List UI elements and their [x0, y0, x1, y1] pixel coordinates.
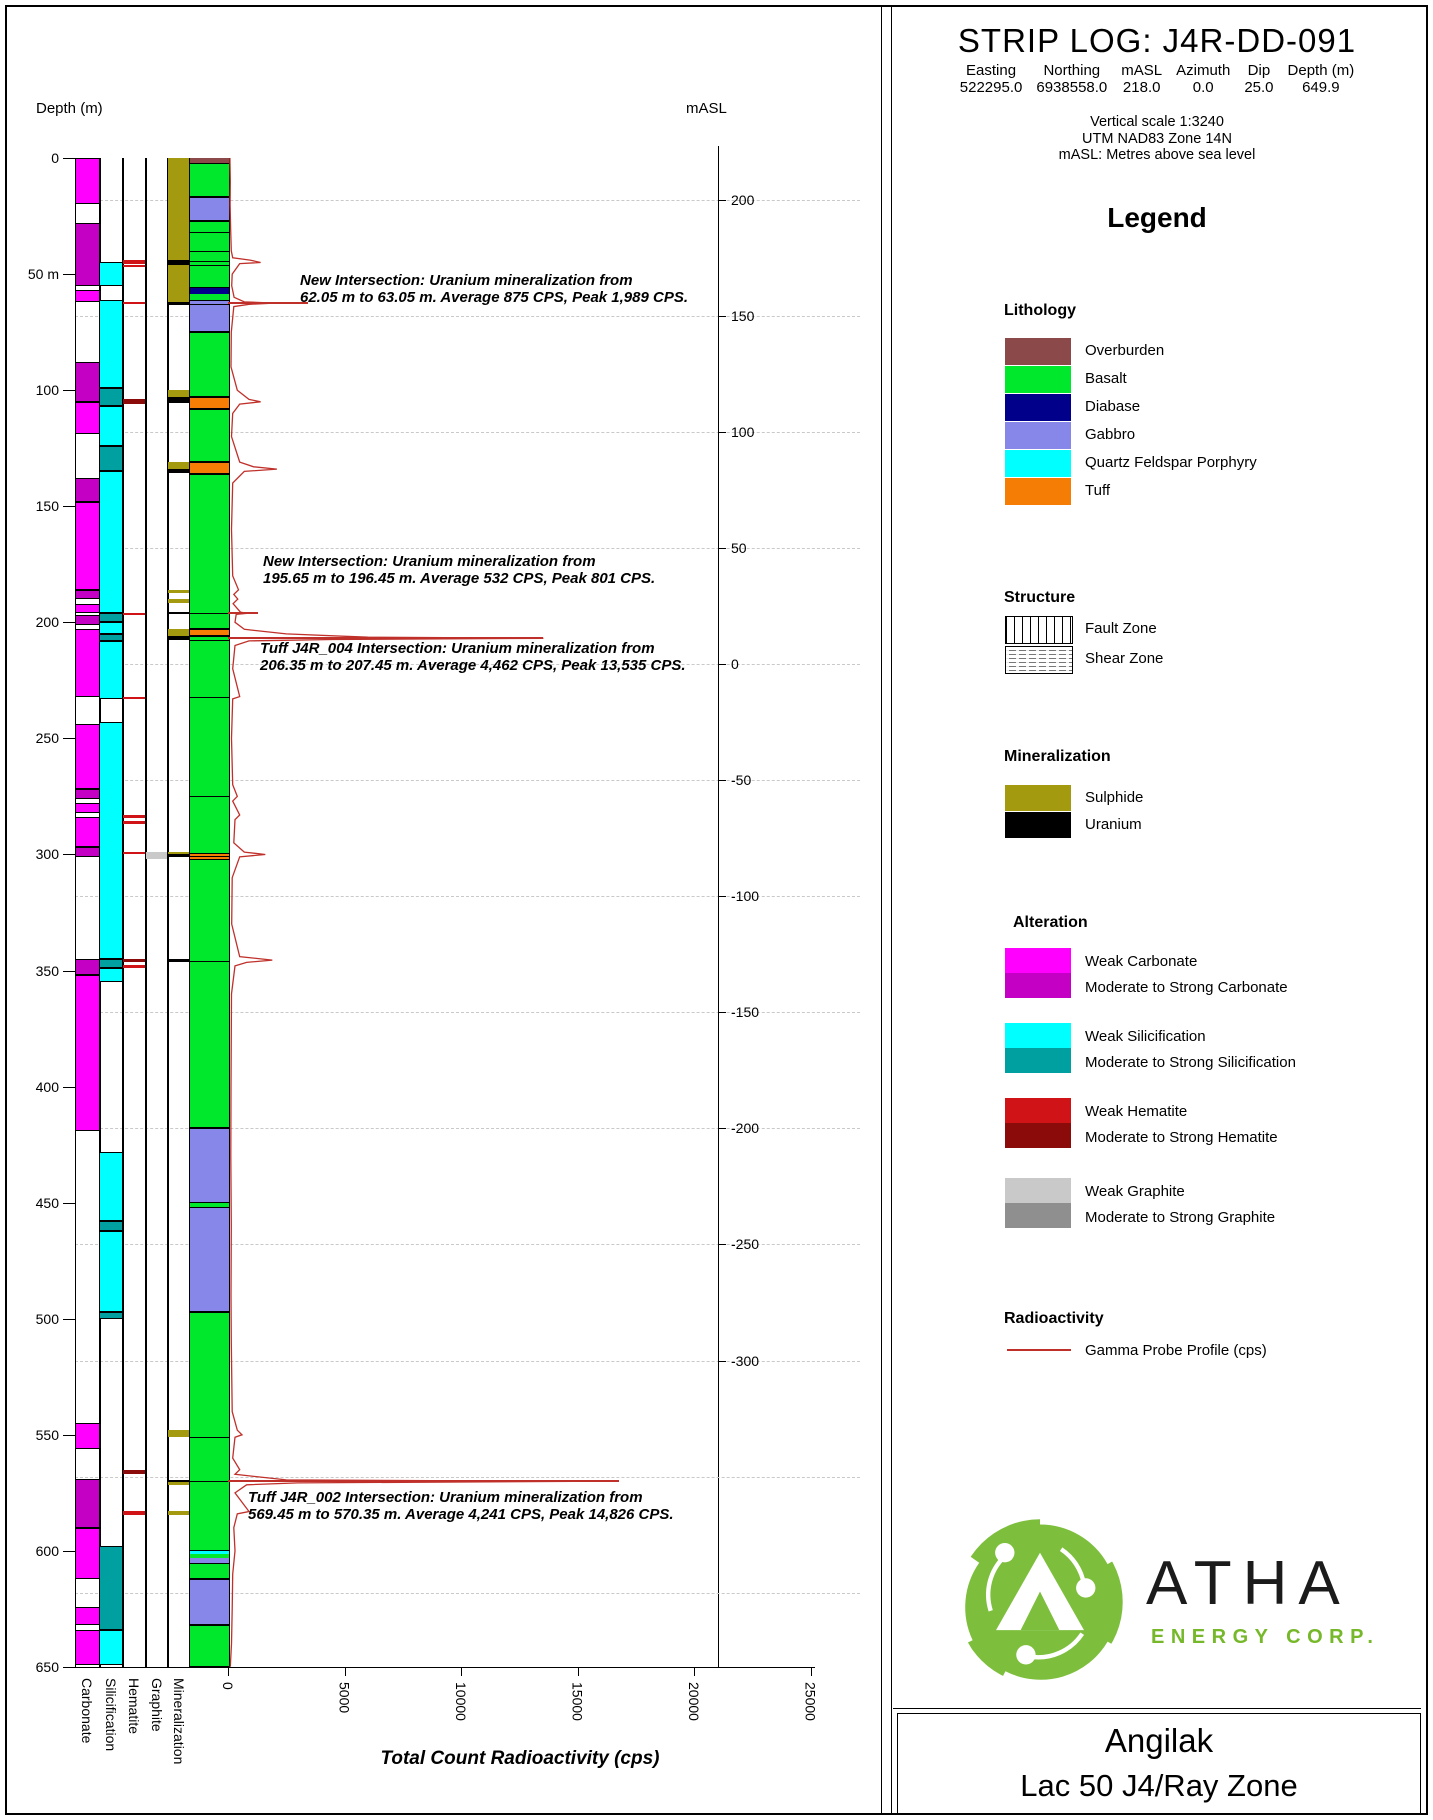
- depth-tick: [63, 1087, 75, 1088]
- carbonate-interval-carb_s: [76, 847, 100, 856]
- collar-field-northing: [1036, 62, 1107, 96]
- annotation-line1: New Intersection: Uranium mineralization from: [300, 272, 633, 289]
- carbonate-interval-carb_w: [76, 817, 100, 847]
- depth-tick: [63, 390, 75, 391]
- legend-label-strong: Moderate to Strong Carbonate: [1085, 979, 1288, 996]
- lithology-contact-line: [190, 232, 229, 233]
- column-mineralization: [167, 158, 191, 1667]
- carbonate-interval-carb_w: [76, 724, 100, 789]
- legend-swatch-weak: [1005, 1098, 1071, 1123]
- intersection-annotation-1: [300, 272, 688, 306]
- depth-tick-label: 400: [35, 1078, 59, 1095]
- column-label: Hematite: [126, 1678, 142, 1735]
- mineralization-interval-sulphide: [168, 1482, 190, 1484]
- carbonate-interval-carb_s: [76, 959, 100, 975]
- hematite-interval-hem_w: [123, 1511, 146, 1514]
- legend-label-weak: Weak Silicification: [1085, 1028, 1206, 1045]
- lithology-contact-line: [190, 1437, 229, 1438]
- legend-label-lithology: Gabbro: [1085, 426, 1136, 443]
- legend-label-lithology: Diabase: [1085, 398, 1141, 415]
- collar-field-depthm: [1288, 62, 1355, 96]
- silicification-interval-sil_s: [100, 388, 123, 407]
- collar-field-value: 649.9: [1302, 79, 1340, 96]
- legend-swatch-diabase: [1005, 394, 1071, 421]
- lithology-interval-basalt: [190, 163, 229, 198]
- scale-note-line: Vertical scale 1:3240: [1090, 114, 1224, 130]
- mineralization-interval-sulphide: [168, 629, 190, 636]
- depth-tick: [63, 1667, 75, 1668]
- cps-tick-label: 10000: [453, 1682, 469, 1721]
- legend-section-lithology: Lithology: [1004, 302, 1076, 319]
- lithology-contact-line: [190, 261, 229, 262]
- carbonate-interval-carb_w: [76, 604, 100, 613]
- column-label: Silicification: [103, 1678, 119, 1752]
- carbonate-interval-carb_s: [76, 590, 100, 599]
- legend-swatch-shear-zone: [1005, 646, 1073, 674]
- legend-section-radioactivity: Radioactivity: [1004, 1310, 1104, 1327]
- cps-tick: [228, 1668, 229, 1676]
- cps-tick: [461, 1668, 462, 1676]
- legend-swatch-sulphide: [1005, 785, 1071, 811]
- mineralization-interval-sulphide: [168, 1511, 190, 1514]
- collar-field-value: 25.0: [1244, 79, 1274, 96]
- collar-field-label: Dip: [1247, 62, 1271, 79]
- lithology-contact-line: [190, 697, 229, 698]
- atha-logo-text: ATHA: [1146, 1549, 1351, 1618]
- intersection-annotation-3: [260, 640, 686, 674]
- silicification-interval-sil_w: [100, 968, 123, 982]
- annotation-line2: 195.65 m to 196.45 m. Average 532 CPS, Peak 801 CPS.: [263, 570, 656, 587]
- masl-tick-label: -200: [731, 1120, 760, 1137]
- collar-field-label: Depth (m): [1287, 62, 1355, 79]
- cps-tick: [345, 1668, 346, 1676]
- legend-label-weak: Weak Carbonate: [1085, 953, 1198, 970]
- graphite-interval-gra_w: [146, 852, 168, 859]
- depth-tick-label: 200: [35, 614, 59, 631]
- hematite-interval-hem_w: [123, 852, 146, 854]
- masl-tick-label: -250: [731, 1236, 760, 1253]
- annotation-line2: 206.35 m to 207.45 m. Average 4,462 CPS, Peak 13,535 CPS.: [260, 657, 686, 674]
- intersection-annotation-2: [263, 553, 655, 587]
- depth-tick: [63, 158, 75, 159]
- lithology-interval-basalt: [190, 1625, 229, 1667]
- lithology-contact-line: [190, 304, 229, 305]
- lithology-contact-line: [190, 640, 229, 641]
- silicification-interval-sil_w: [100, 406, 123, 445]
- annotation-line2: 569.45 m to 570.35 m. Average 4,241 CPS, Peak 14,826 CPS.: [248, 1506, 674, 1523]
- depth-tick: [63, 1435, 75, 1436]
- masl-tick-label: 200: [731, 191, 755, 208]
- collar-field-label: Azimuth: [1176, 62, 1231, 79]
- lithology-contact-line: [190, 613, 229, 614]
- silicification-interval-sil_s: [100, 634, 123, 641]
- cps-tick-label: 0: [220, 1682, 236, 1690]
- page-title: STRIP LOG: J4R-DD-091: [957, 22, 1357, 59]
- lithology-contact-line: [190, 961, 229, 962]
- collar-field-value: 0.0: [1192, 79, 1214, 96]
- depth-tick: [63, 971, 75, 972]
- collar-field-value: 522295.0: [959, 79, 1023, 96]
- carbonate-interval-carb_w: [76, 629, 100, 696]
- carbonate-interval-carb_w: [76, 1423, 100, 1449]
- carbonate-interval-carb_w: [76, 803, 100, 812]
- depth-tick-label: 550: [35, 1426, 59, 1443]
- carbonate-interval-carb_w: [76, 1630, 100, 1665]
- column-lithology: [189, 158, 230, 1667]
- depth-tick: [63, 738, 75, 739]
- legend-swatch-weak: [1005, 1178, 1071, 1203]
- panel-divider-line: [881, 7, 882, 1813]
- column-carbonate: [75, 158, 101, 1667]
- masl-tick-label: -50: [731, 772, 752, 789]
- legend-swatch-uranium: [1005, 812, 1071, 838]
- cps-tick-label: 15000: [569, 1682, 586, 1721]
- hematite-interval-hem_w: [123, 265, 146, 267]
- legend-label-mineralization: Uranium: [1085, 816, 1142, 833]
- gamma-profile-legend-label: Gamma Probe Profile (cps): [1085, 1342, 1267, 1359]
- column-label: Mineralization: [171, 1678, 187, 1765]
- legend-label-lithology: Basalt: [1085, 370, 1127, 387]
- panel-divider-line-2: [891, 7, 892, 1813]
- depth-tick: [63, 1203, 75, 1204]
- panel-footer-divider: [893, 1708, 1421, 1709]
- legend-label-strong: Moderate to Strong Hematite: [1085, 1129, 1278, 1146]
- lithology-interval-tuff: [190, 629, 229, 636]
- lithology-contact-line: [190, 1481, 229, 1482]
- hematite-interval-hem_s: [123, 959, 146, 962]
- carbonate-interval-carb_w: [76, 158, 100, 204]
- carbonate-interval-carb_s: [76, 478, 100, 501]
- collar-field-masl: [1121, 62, 1162, 96]
- legend-swatch-strong: [1005, 1203, 1071, 1228]
- mineralization-interval-uranium: [168, 469, 190, 472]
- depth-tick-label: 150: [35, 498, 59, 515]
- mineralization-interval-sulphide: [168, 390, 190, 397]
- mineralization-interval-sulphide: [168, 462, 190, 469]
- legend-label-structure: Fault Zone: [1085, 620, 1157, 637]
- legend-section-alteration: Alteration: [1013, 914, 1088, 931]
- cps-tick-label: 5000: [336, 1682, 353, 1714]
- hematite-interval-hem_w: [123, 815, 146, 818]
- legend-swatch-basalt: [1005, 366, 1071, 393]
- hematite-interval-hem_w: [123, 697, 146, 699]
- silicification-interval-sil_s: [100, 959, 123, 968]
- depth-tick: [63, 274, 75, 275]
- silicification-interval-sil_s: [100, 613, 123, 622]
- lithology-interval-basalt: [190, 409, 229, 462]
- lithology-contact-line: [190, 856, 229, 857]
- collar-field-value: 6938558.0: [1036, 79, 1108, 96]
- hematite-interval-hem_s: [123, 399, 146, 404]
- column-label: Graphite: [149, 1678, 165, 1732]
- legend-label-weak: Weak Hematite: [1085, 1103, 1188, 1120]
- legend-label-lithology: Tuff: [1085, 482, 1111, 499]
- silicification-interval-sil_w: [100, 722, 123, 959]
- mineralization-interval-sulphide: [168, 590, 190, 593]
- column-graphite: [145, 158, 169, 1667]
- legend-label-lithology: Quartz Feldspar Porphyry: [1085, 454, 1257, 471]
- lithology-interval-basalt: [190, 221, 229, 288]
- silicification-interval-sil_w: [100, 622, 123, 634]
- column-silicification: [99, 158, 124, 1667]
- cps-tick: [578, 1668, 579, 1676]
- mineralization-interval-uranium: [168, 397, 190, 403]
- carbonate-interval-carb_s: [76, 789, 100, 798]
- silicification-interval-sil_s: [100, 446, 123, 472]
- gamma-profile-legend-line: [1007, 1349, 1071, 1351]
- collar-field-label: mASL: [1121, 62, 1163, 79]
- annotation-line1: Tuff J4R_002 Intersection: Uranium mineralization from: [248, 1489, 643, 1506]
- legend-title: Legend: [1107, 202, 1207, 233]
- depth-tick-label: 350: [35, 962, 59, 979]
- lithology-interval-basalt: [190, 1563, 229, 1579]
- legend-swatch-gabbro: [1005, 422, 1071, 449]
- legend-swatch-strong: [1005, 973, 1071, 998]
- collar-field-value: 218.0: [1122, 79, 1161, 96]
- cps-tick: [694, 1668, 695, 1676]
- masl-tick-label: -300: [731, 1352, 760, 1369]
- lithology-interval-gabbro: [190, 1128, 229, 1202]
- lithology-interval-basalt: [190, 636, 229, 854]
- intersection-annotation-4: [248, 1489, 674, 1523]
- lithology-interval-basalt: [190, 474, 229, 630]
- annotation-line2: 62.05 m to 63.05 m. Average 875 CPS, Peak 1,989 CPS.: [300, 289, 689, 306]
- depth-tick: [63, 506, 75, 507]
- hematite-interval-hem_w: [123, 613, 146, 615]
- carbonate-interval-carb_w: [76, 402, 100, 435]
- legend-swatch-weak: [1005, 1023, 1071, 1048]
- legend-swatch-quartz-feldspar-porphyry: [1005, 450, 1071, 477]
- masl-tick-label: 100: [731, 423, 755, 440]
- depth-axis-title: Depth (m): [36, 100, 103, 117]
- collar-field-label: Northing: [1043, 62, 1101, 79]
- collar-info-table: [893, 62, 1421, 96]
- collar-field-azimuth: [1176, 62, 1230, 96]
- collar-field-easting: [960, 62, 1023, 96]
- project-name: Angilak: [1104, 1722, 1214, 1759]
- cps-tick-label: 25000: [802, 1682, 819, 1721]
- lithology-interval-basalt: [190, 332, 229, 397]
- silicification-interval-sil_w: [100, 300, 123, 388]
- carbonate-interval-carb_w: [76, 1528, 100, 1579]
- mineralization-interval-sulphide: [168, 599, 190, 602]
- legend-label-mineralization: Sulphide: [1085, 789, 1144, 806]
- mineralization-interval-sulphide: [168, 158, 190, 302]
- silicification-interval-sil_s: [100, 1546, 123, 1630]
- hematite-interval-hem_w: [123, 965, 146, 968]
- hematite-interval-hem_s: [123, 1470, 146, 1475]
- depth-tick-label: 250: [35, 730, 59, 747]
- silicification-interval-sil_s: [100, 1312, 123, 1319]
- lithology-interval-gabbro: [190, 1579, 229, 1625]
- atha-logo-icon: [952, 1514, 1128, 1690]
- carbonate-interval-carb_w: [76, 975, 100, 1131]
- legend-label-strong: Moderate to Strong Silicification: [1085, 1054, 1296, 1071]
- depth-tick: [63, 622, 75, 623]
- title-block: [897, 1713, 1421, 1814]
- lithology-interval-tuff: [190, 397, 229, 409]
- lithology-contact-line: [190, 796, 229, 797]
- carbonate-interval-carb_s: [76, 362, 100, 401]
- silicification-interval-sil_w: [100, 1630, 123, 1665]
- silicification-interval-sil_w: [100, 471, 123, 613]
- depth-tick-label: 300: [35, 846, 59, 863]
- carbonate-interval-carb_w: [76, 1607, 100, 1626]
- legend-swatch-weak: [1005, 948, 1071, 973]
- silicification-interval-sil_w: [100, 641, 123, 699]
- annotation-line1: Tuff J4R_004 Intersection: Uranium mineralization from: [260, 640, 655, 657]
- mineralization-interval-uranium: [168, 260, 190, 265]
- legend-label-strong: Moderate to Strong Graphite: [1085, 1209, 1276, 1226]
- scale-note-line: UTM NAD83 Zone 14N: [1082, 130, 1232, 147]
- legend-swatch-overburden: [1005, 338, 1071, 365]
- collar-field-label: Easting: [966, 62, 1017, 79]
- legend-section-structure: Structure: [1004, 589, 1076, 606]
- carbonate-interval-carb_w: [76, 290, 100, 302]
- zone-name: Lac 50 J4/Ray Zone: [1020, 1768, 1298, 1803]
- legend-swatch-fault-zone: [1005, 616, 1073, 644]
- masl-tick-label: 150: [731, 307, 755, 324]
- carbonate-interval-carb_w: [76, 502, 100, 590]
- lithology-contact-line: [190, 265, 229, 266]
- column-hematite: [122, 158, 147, 1667]
- cps-axis-title: Total Count Radioactivity (cps): [380, 1748, 660, 1769]
- depth-tick: [63, 1319, 75, 1320]
- hematite-interval-hem_w: [123, 821, 146, 824]
- lithology-interval-tuff: [190, 462, 229, 474]
- masl-axis-title: mASL: [686, 100, 727, 117]
- legend-swatch-strong: [1005, 1123, 1071, 1148]
- hematite-interval-hem_w: [123, 302, 146, 304]
- legend-label-structure: Shear Zone: [1085, 650, 1164, 667]
- gamma-probe-profile-line: [228, 158, 828, 1668]
- annotation-line1: New Intersection: Uranium mineralization from: [263, 553, 596, 570]
- depth-tick-label: 50 m: [27, 266, 59, 283]
- depth-tick-label: 0: [51, 150, 59, 166]
- lithology-interval-gabbro: [190, 1207, 229, 1311]
- depth-tick: [63, 1551, 75, 1552]
- masl-tick-label: -150: [731, 1004, 760, 1021]
- legend-label-lithology: Overburden: [1085, 342, 1165, 359]
- masl-tick-label: -100: [731, 888, 760, 905]
- mineralization-interval-sulphide: [168, 1430, 190, 1437]
- legend-section-mineralization: Mineralization: [1004, 748, 1111, 765]
- silicification-interval-sil_s: [100, 1221, 123, 1230]
- legend-swatch-strong: [1005, 1048, 1071, 1073]
- depth-tick-label: 500: [35, 1310, 59, 1327]
- mineralization-interval-uranium: [168, 854, 190, 857]
- carbonate-interval-carb_s: [76, 615, 100, 624]
- depth-tick: [63, 854, 75, 855]
- hematite-interval-hem_w: [123, 260, 146, 263]
- lithology-interval-gabbro: [190, 197, 229, 220]
- lithology-interval-basalt: [190, 859, 229, 1128]
- depth-tick-label: 450: [35, 1194, 59, 1211]
- column-label: Carbonate: [79, 1678, 95, 1744]
- silicification-interval-sil_w: [100, 1231, 123, 1312]
- cps-tick: [811, 1668, 812, 1676]
- silicification-interval-sil_w: [100, 262, 123, 285]
- masl-tick-label: 50: [731, 540, 747, 557]
- masl-tick-label: 0: [731, 656, 739, 673]
- scale-note-line: mASL: Metres above sea level: [1058, 147, 1256, 163]
- depth-tick-label: 100: [35, 382, 59, 399]
- cps-tick-label: 20000: [686, 1682, 702, 1721]
- mineralization-interval-uranium: [168, 636, 190, 640]
- mineralization-interval-uranium: [168, 302, 190, 305]
- legend-label-weak: Weak Graphite: [1085, 1183, 1185, 1200]
- legend-swatch-tuff: [1005, 478, 1071, 505]
- depth-tick-label: 650: [35, 1659, 59, 1675]
- scale-notes: [893, 114, 1421, 164]
- collar-field-dip: [1244, 62, 1273, 96]
- carbonate-interval-carb_s: [76, 223, 100, 286]
- mineralization-interval-uranium: [168, 612, 190, 615]
- atha-logo-subtext: ENERGY CORP.: [1151, 1626, 1380, 1648]
- mineralization-interval-uranium: [168, 959, 190, 962]
- silicification-interval-sil_w: [100, 1152, 123, 1222]
- carbonate-interval-carb_s: [76, 1479, 100, 1528]
- depth-tick-label: 600: [35, 1542, 59, 1559]
- lithology-interval-basalt: [190, 1312, 229, 1551]
- lithology-contact-line: [190, 251, 229, 252]
